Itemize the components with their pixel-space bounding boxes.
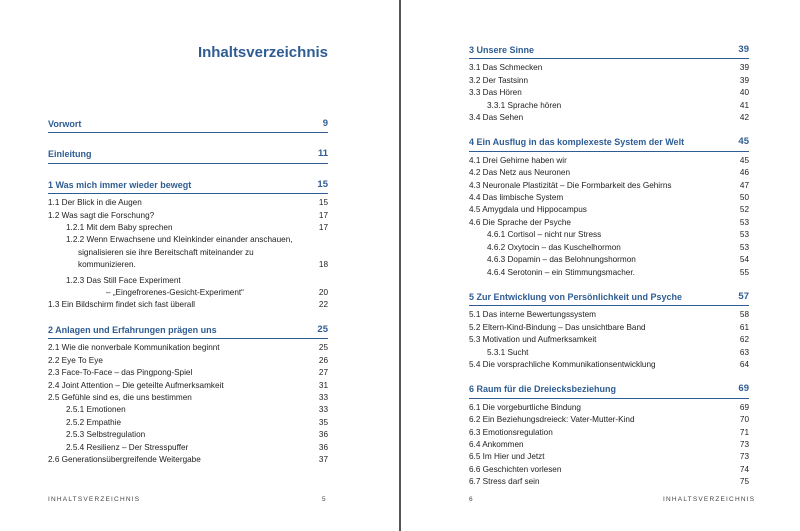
toc-entry-label: – „Eingefrorenes-Gesicht-Experiment“ xyxy=(106,288,244,298)
toc-entry-label: 2.3 Face-To-Face – das Pingpong-Spiel xyxy=(48,368,193,378)
toc-entry-page: 50 xyxy=(739,193,749,203)
toc-entry[interactable] xyxy=(48,380,328,392)
divider-rule xyxy=(469,58,749,59)
toc-entry-label: 2.2 Eye To Eye xyxy=(48,355,103,365)
toc-entry[interactable] xyxy=(48,392,328,404)
toc-entry-page: 39 xyxy=(739,75,749,85)
toc-chapter-2[interactable] xyxy=(48,324,328,336)
toc-entry-label: Einleitung xyxy=(48,149,92,160)
footer-title: INHALTSVERZEICHNIS xyxy=(48,496,141,503)
toc-entry-label: 1.2.3 Das Still Face Experiment xyxy=(66,275,181,285)
toc-entry-label: 6.2 Ein Beziehungsdreieck: Vater-Mutter-Kind xyxy=(469,415,635,425)
toc-entry-label: 4.2 Das Netz aus Neuronen xyxy=(469,168,571,178)
toc-entry-page: 40 xyxy=(739,88,749,98)
toc-entry-label: 6.1 Die vorgeburtliche Bindung xyxy=(469,402,581,412)
toc-entry-label: 5 Zur Entwicklung von Persönlichkeit und Psyche xyxy=(469,291,683,302)
toc-entry-page: 17 xyxy=(318,210,328,220)
toc-entry[interactable] xyxy=(469,464,749,476)
footer-title: INHALTSVERZEICHNIS xyxy=(663,496,756,503)
toc-entry-label: 1 Was mich immer wieder bewegt xyxy=(48,179,192,190)
toc-entry-page: 53 xyxy=(739,217,749,227)
toc-entry-page: 58 xyxy=(739,310,749,320)
toc-entry-vorwort[interactable] xyxy=(48,118,328,130)
toc-entry[interactable] xyxy=(48,342,328,354)
toc-entry[interactable] xyxy=(469,254,749,266)
divider-rule xyxy=(469,398,749,399)
toc-title: Inhaltsverzeichnis xyxy=(197,44,328,61)
divider-rule xyxy=(48,163,328,164)
toc-entry[interactable] xyxy=(469,359,749,371)
toc-entry-label: 6.4 Ankommen xyxy=(469,439,524,449)
toc-entry[interactable] xyxy=(48,367,328,379)
toc-entry-label: 1.2.2 Wenn Erwachsene und Kleinkinder einander anschauen, signalisieren sie ihre Bereitschaft miteinander zu kommunizieren. xyxy=(66,235,293,270)
toc-entry[interactable] xyxy=(469,167,749,179)
toc-entry-page: 54 xyxy=(739,255,749,265)
toc-right xyxy=(469,44,749,489)
toc-entry-label: 4.6.3 Dopamin – das Belohnungshormon xyxy=(487,255,636,265)
toc-entry-label: 3.4 Das Sehen xyxy=(469,113,524,123)
toc-entry-page: 41 xyxy=(739,100,749,110)
toc-entry-page: 63 xyxy=(739,347,749,357)
toc-entry-page: 47 xyxy=(739,180,749,190)
toc-entry-page: 22 xyxy=(318,300,328,310)
toc-entry-page: 27 xyxy=(318,368,328,378)
right-page xyxy=(401,0,800,531)
toc-entry[interactable] xyxy=(48,222,328,234)
toc-entry-page: 52 xyxy=(739,205,749,215)
toc-entry[interactable] xyxy=(469,62,749,74)
toc-entry-page: 11 xyxy=(317,148,328,160)
toc-entry-label: 3 Unsere Sinne xyxy=(469,45,535,55)
toc-entry[interactable] xyxy=(48,417,328,429)
toc-entry-label: 3.1 Das Schmecken xyxy=(469,63,543,73)
footer-page-number: 5 xyxy=(322,496,327,503)
toc-entry[interactable] xyxy=(48,355,328,367)
toc-entry-label: 1.3 Ein Bildschirm findet sich fast überall xyxy=(48,300,195,310)
toc-entry-page: 73 xyxy=(739,439,749,449)
toc-entry-label: 1.1 Der Blick in die Augen xyxy=(48,198,142,208)
toc-entry[interactable] xyxy=(469,309,749,321)
toc-entry-label: 6.3 Emotionsregulation xyxy=(469,427,553,437)
toc-entry-label: 5.1 Das interne Bewertungssystem xyxy=(469,310,596,320)
toc-entry[interactable] xyxy=(469,112,749,124)
toc-chapter-4[interactable] xyxy=(469,136,749,148)
toc-entry[interactable] xyxy=(48,197,328,209)
divider-rule xyxy=(48,193,328,194)
toc-entry-label: 2.1 Wie die nonverbale Kommunikation beginnt xyxy=(48,343,220,353)
toc-entry-page: 69 xyxy=(738,383,749,395)
toc-entry-page: 36 xyxy=(318,442,328,452)
toc-entry-label: 4.3 Neuronale Plastizität – Die Formbarkeit des Gehirns xyxy=(469,180,672,190)
toc-entry-label: 5.4 Die vorsprachliche Kommunikationsentwicklung xyxy=(469,359,656,369)
toc-entry-page: 55 xyxy=(739,267,749,277)
toc-entry[interactable] xyxy=(469,217,749,229)
toc-entry[interactable] xyxy=(469,180,749,192)
toc-entry[interactable] xyxy=(48,299,328,311)
toc-entry-page: 18 xyxy=(318,260,328,270)
toc-entry-label: 3.3.1 Sprache hören xyxy=(487,100,562,110)
toc-entry-label: 5.3 Motivation und Aufmerksamkeit xyxy=(469,335,597,345)
toc-entry-page: 15 xyxy=(317,178,328,190)
toc-entry-page: 64 xyxy=(739,359,749,369)
toc-entry-label: 4.1 Drei Gehirne haben wir xyxy=(469,155,567,165)
toc-entry[interactable] xyxy=(469,334,749,346)
toc-entry[interactable] xyxy=(48,442,328,454)
toc-entry-page: 39 xyxy=(738,44,749,55)
toc-entry-page: 45 xyxy=(738,136,749,148)
toc-entry[interactable] xyxy=(48,234,328,271)
toc-entry-page: 25 xyxy=(317,323,328,335)
toc-entry-label: 2.5.2 Empathie xyxy=(66,417,122,427)
toc-entry-label: 5.2 Eltern-Kind-Bindung – Das unsichtbare Band xyxy=(469,322,646,332)
toc-entry-page: 9 xyxy=(322,118,328,129)
toc-entry-label: 6.7 Stress darf sein xyxy=(469,477,540,487)
toc-entry[interactable] xyxy=(48,210,328,222)
toc-entry[interactable] xyxy=(48,275,328,287)
toc-entry-label: 4.6.1 Cortisol – nicht nur Stress xyxy=(487,230,602,240)
toc-entry[interactable] xyxy=(469,267,749,279)
toc-entry-page: 53 xyxy=(739,230,749,240)
toc-entry-page: 31 xyxy=(318,380,328,390)
toc-entry-label: 1.2.1 Mit dem Baby sprechen xyxy=(66,223,173,233)
toc-entry-page: 25 xyxy=(318,343,328,353)
toc-entry-page: 36 xyxy=(318,430,328,440)
toc-entry-page: 39 xyxy=(739,63,749,73)
toc-entry-label: 2.4 Joint Attention – Die geteilte Aufmerksamkeit xyxy=(48,380,224,390)
toc-entry[interactable] xyxy=(469,87,749,99)
toc-entry-einleitung[interactable] xyxy=(48,148,328,160)
toc-entry-page: 42 xyxy=(739,113,749,123)
toc-entry-label: 4.6.4 Serotonin – ein Stimmungsmacher. xyxy=(487,267,635,277)
toc-entry-label: 4 Ein Ausflug in das komplexeste System der Welt xyxy=(469,137,685,148)
toc-entry-page: 53 xyxy=(739,242,749,252)
toc-entry-page: 33 xyxy=(318,392,328,402)
divider-rule xyxy=(48,132,328,133)
toc-entry-label: 4.4 Das limbische System xyxy=(469,193,564,203)
toc-entry-page: 73 xyxy=(739,452,749,462)
toc-entry-page: 26 xyxy=(318,355,328,365)
toc-entry-label: 3.3 Das Hören xyxy=(469,88,522,98)
toc-entry-label: 2.5.3 Selbstregulation xyxy=(66,430,146,440)
toc-entry-page: 37 xyxy=(318,454,328,464)
footer-page-number: 6 xyxy=(469,496,474,503)
toc-entry[interactable] xyxy=(469,322,749,334)
toc-entry-page: 74 xyxy=(739,464,749,474)
toc-entry-label: 2.5 Gefühle sind es, die uns bestimmen xyxy=(48,392,192,402)
toc-entry[interactable] xyxy=(469,427,749,439)
toc-entry-page: 57 xyxy=(738,290,749,302)
toc-entry[interactable] xyxy=(469,347,749,359)
toc-entry-page: 46 xyxy=(739,168,749,178)
toc-chapter-3[interactable] xyxy=(469,44,749,56)
toc-chapter-5[interactable] xyxy=(469,291,749,303)
toc-entry-label: 6.5 Im Hier und Jetzt xyxy=(469,452,545,462)
toc-entry-page: 15 xyxy=(318,198,328,208)
toc-entry-page: 69 xyxy=(739,402,749,412)
toc-entry-label: Vorwort xyxy=(48,119,82,129)
toc-entry-label: 6.6 Geschichten vorlesen xyxy=(469,464,562,474)
toc-entry[interactable] xyxy=(48,429,328,441)
toc-entry[interactable] xyxy=(469,242,749,254)
toc-entry-label: 6 Raum für die Dreiecksbeziehung xyxy=(469,384,617,395)
toc-entry-label: 3.2 Der Tastsinn xyxy=(469,75,529,85)
toc-entry-page: 71 xyxy=(739,427,749,437)
toc-entry[interactable] xyxy=(469,100,749,112)
toc-entry-page: 17 xyxy=(318,223,328,233)
toc-entry[interactable] xyxy=(469,155,749,167)
toc-entry[interactable] xyxy=(469,192,749,204)
toc-entry-page: 45 xyxy=(739,155,749,165)
toc-entry-label: 1.2 Was sagt die Forschung? xyxy=(48,210,155,220)
toc-entry[interactable] xyxy=(469,476,749,488)
toc-entry[interactable] xyxy=(469,229,749,241)
toc-entry[interactable] xyxy=(48,454,328,466)
divider-rule xyxy=(48,338,328,339)
left-page xyxy=(0,0,399,531)
toc-left xyxy=(48,118,328,466)
divider-rule xyxy=(469,151,749,152)
toc-entry[interactable] xyxy=(469,75,749,87)
toc-entry-label: 2.5.1 Emotionen xyxy=(66,405,126,415)
toc-entry[interactable] xyxy=(469,451,749,463)
toc-entry-label: 2 Anlagen und Erfahrungen prägen uns xyxy=(48,324,217,335)
toc-entry-label: 4.6 Die Sprache der Psyche xyxy=(469,217,571,227)
toc-entry[interactable] xyxy=(469,204,749,216)
toc-entry-page: 20 xyxy=(318,288,328,298)
toc-entry-page: 70 xyxy=(739,415,749,425)
toc-chapter-1[interactable] xyxy=(48,179,328,191)
toc-entry-page: 33 xyxy=(318,405,328,415)
toc-entry-page: 61 xyxy=(739,322,749,332)
toc-entry-label: 4.6.2 Oxytocin – das Kuschelhormon xyxy=(487,242,621,252)
toc-entry-page: 35 xyxy=(318,417,328,427)
toc-entry[interactable] xyxy=(469,414,749,426)
toc-entry-label: 4.5 Amygdala und Hippocampus xyxy=(469,205,587,215)
divider-rule xyxy=(469,305,749,306)
toc-entry[interactable] xyxy=(469,402,749,414)
toc-entry-label: 2.5.4 Resilienz – Der Stresspuffer xyxy=(66,442,189,452)
toc-entry-page: 75 xyxy=(739,477,749,487)
toc-entry[interactable] xyxy=(48,404,328,416)
toc-entry-label: 2.6 Generationsübergreifende Weitergabe xyxy=(48,454,201,464)
toc-entry[interactable] xyxy=(48,287,328,299)
toc-chapter-6[interactable] xyxy=(469,383,749,395)
toc-entry-page: 62 xyxy=(739,335,749,345)
toc-entry-label: 5.3.1 Sucht xyxy=(487,347,529,357)
toc-entry[interactable] xyxy=(469,439,749,451)
